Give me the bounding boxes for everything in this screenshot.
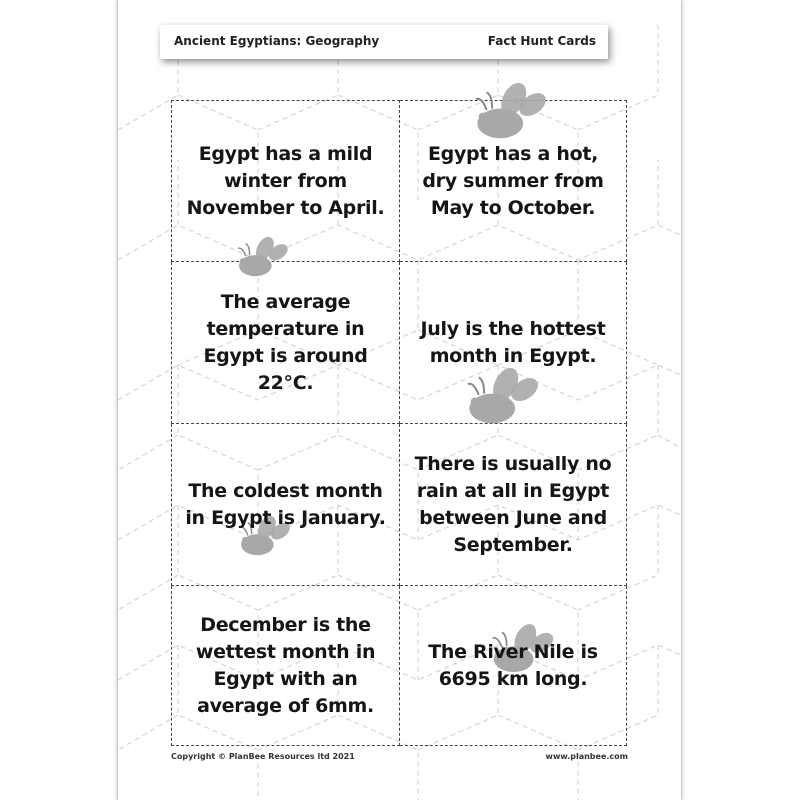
fact-card-3	[171, 262, 400, 424]
worksheet-subtitle: Fact Hunt Cards	[487, 34, 596, 48]
fact-text: December is the wettest month in Egypt with an average of 6mm.	[195, 613, 376, 717]
fact-text: The average temperature in Egypt is around 22°C.	[203, 290, 368, 394]
fact-text: Egypt has a mild winter from November to April.	[186, 142, 385, 219]
bee-icon	[470, 83, 552, 145]
worksheet-title: Ancient Egyptians: Geography	[174, 34, 380, 48]
fact-text: Egypt has a hot, dry summer from May to October.	[422, 142, 604, 219]
worksheet-page	[117, 0, 682, 800]
fact-text: There is usually no rain at all in Egypt between June and September.	[414, 452, 612, 556]
fact-text: July is the hottest month in Egypt.	[420, 317, 606, 367]
fact-card-4	[400, 262, 627, 424]
bee-icon	[462, 368, 544, 430]
fact-card-6	[400, 424, 627, 586]
fact-text: The coldest month in Egypt is January.	[185, 479, 386, 529]
fact-card-grid	[171, 100, 627, 746]
fact-text: The River Nile is 6695 km long.	[428, 640, 598, 690]
copyright-notice: Copyright © PlanBee Resources ltd 2021	[171, 752, 355, 761]
fact-card-7	[171, 586, 400, 746]
website-link[interactable]: www.planbee.com	[545, 752, 628, 761]
fact-card-2	[400, 100, 627, 262]
fact-card-5	[171, 424, 400, 586]
bee-icon	[234, 237, 292, 281]
header-banner	[160, 25, 608, 59]
fact-card-8	[400, 586, 627, 746]
fact-card-1	[171, 100, 400, 262]
